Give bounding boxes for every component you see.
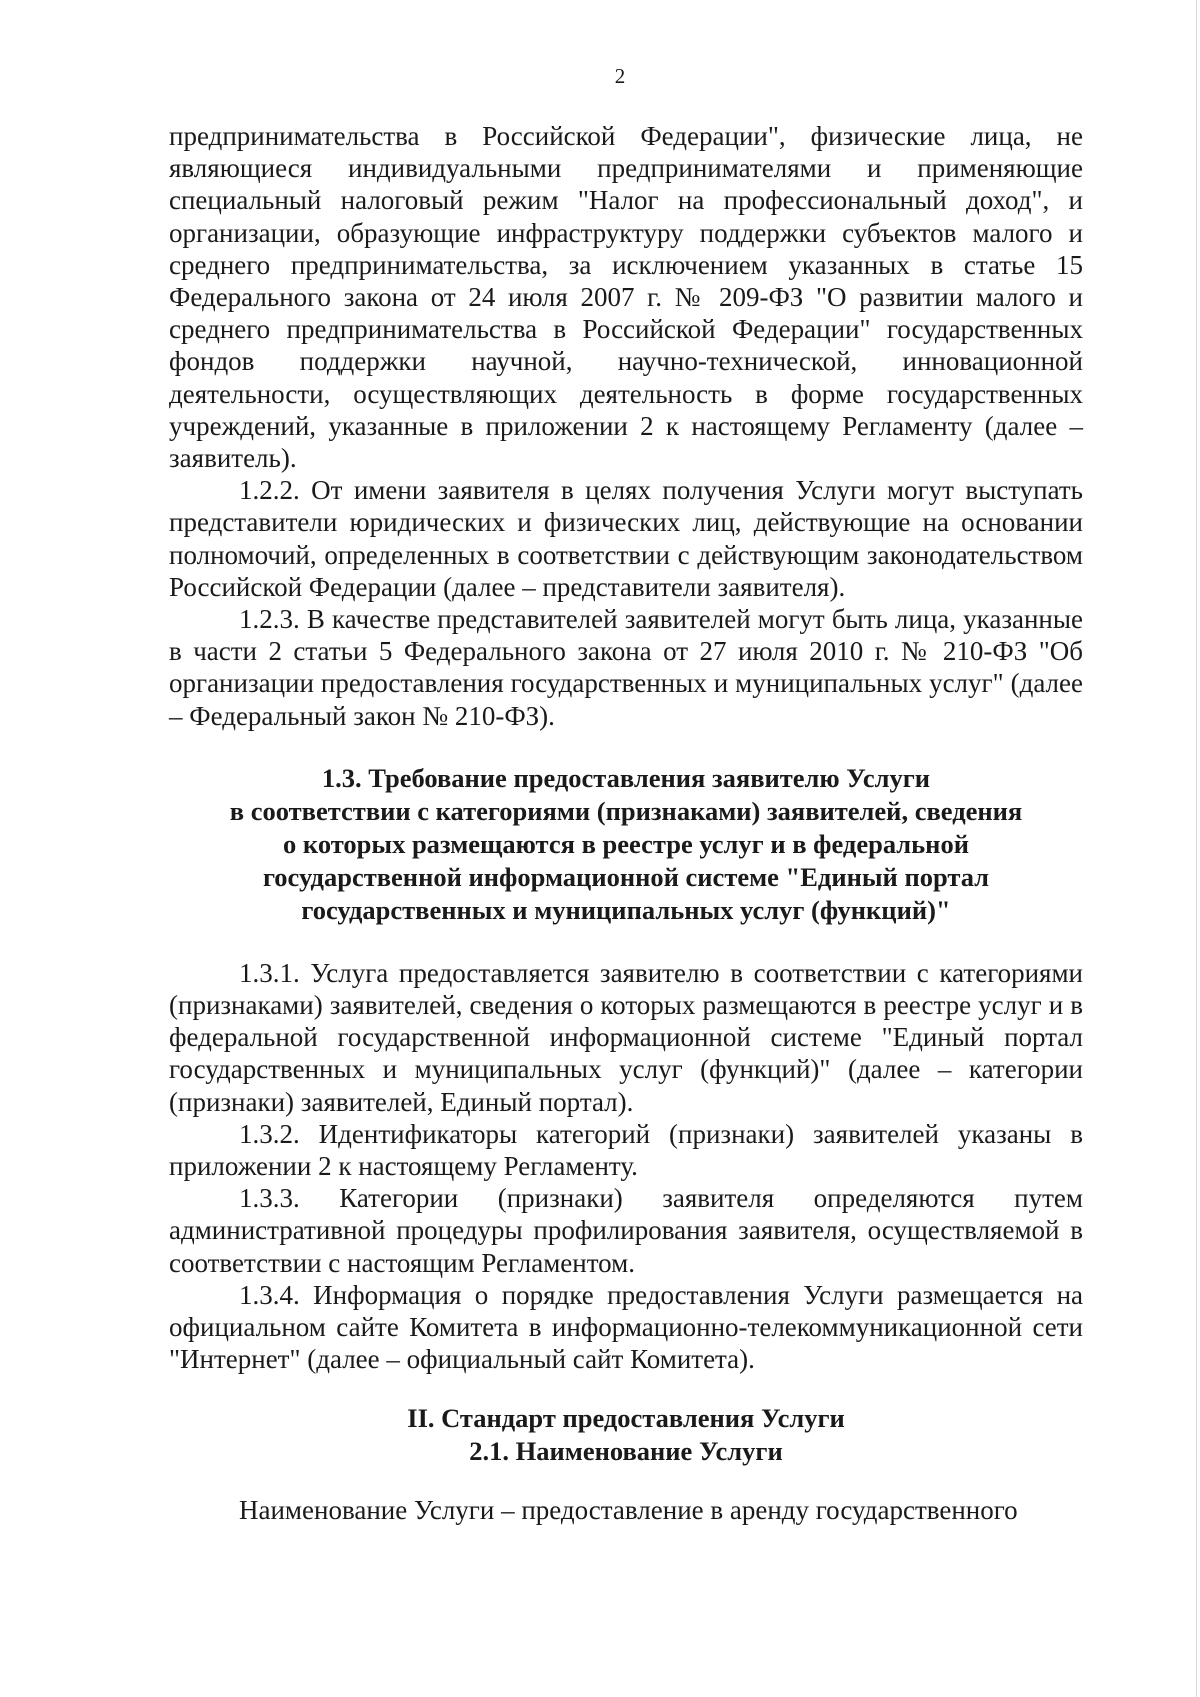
heading-line: в соответствии с категориями (признаками) заявителей, сведения [229, 795, 1023, 826]
paragraph-1-3-3: 1.3.3. Категории (признаки) заявителя определяются путем административной процедуры профилирования заявителя, осуществляемой в соответствии с настоящим Регламентом. [169, 1183, 1083, 1278]
heading-line: о которых размещаются в реестре услуг и в федеральной [283, 828, 969, 859]
heading-line: 1.3. Требование предоставления заявителю Услуги [321, 762, 931, 793]
paragraph-1-2-3: 1.2.3. В качестве представителей заявителей могут быть лица, указанные в части 2 статьи 5 Федерального закона от 27 июля 2010 г. № 210-ФЗ "Об организации предоставления государственных и муниципальных услуг" (далее – Федеральный закон № 210-ФЗ). [169, 604, 1083, 731]
paragraph-1-3-1: 1.3.1. Услуга предоставляется заявителю в соответствии с категориями (признаками) заявителей, сведения о которых размещаются в реестре услуг и в федеральной государственной информационной системе "Единый портал государственных и муниципальных услуг (функций)" (далее – категории (признаки) заявителей, Единый портал). [169, 957, 1083, 1117]
paragraph-1-2-2: 1.2.2. От имени заявителя в целях получения Услуги могут выступать представители юридических и физических лиц, действующие на основании полномочий, определенных в соответствии с действующим законодательством Российской Федерации (далее – представители заявителя). [169, 475, 1083, 602]
page-edge-rule [1196, 0, 1197, 1697]
document-body [169, 120, 1083, 1526]
paragraph-1-3-2: 1.3.2. Идентификаторы категорий (признаки) заявителей указаны в приложении 2 к настоящему Регламенту. [169, 1118, 1083, 1182]
section-heading-2 [169, 1402, 1083, 1468]
heading-line: II. Стандарт предоставления Услуги [407, 1402, 845, 1433]
heading-line: государственных и муниципальных услуг (функций)" [301, 894, 951, 925]
section-heading-1-3 [169, 762, 1083, 927]
heading-line: 2.1. Наименование Услуги [469, 1435, 783, 1466]
heading-line: государственной информационной системе "Единый портал [262, 861, 990, 892]
paragraph-1-3-4: 1.3.4. Информация о порядке предоставления Услуги размещается на официальном сайте Комитета в информационно-телекоммуникационной сети "Интернет" (далее – официальный сайт Комитета). [169, 1279, 1083, 1375]
page-number: 2 [614, 64, 626, 88]
paragraph-continuation: предпринимательства в Российской Федерации", физические лица, не являющиеся индивидуальными предпринимателями и применяющие специальный налоговый режим "Налог на профессиональный доход", и организации, образующие инфраструктуру поддержки субъектов малого и среднего предпринимательства, за исключением указанных в статье 15 Федерального закона от 24 июля 2007 г. № 209-ФЗ "О развитии малого и среднего предпринимательства в Российской Федерации" государственных фондов поддержки научной, научно-технической, инновационной деятельности, осуществляющих деятельность в форме государственных учреждений, указанные в приложении 2 к настоящему Регламенту (далее – заявитель). [169, 121, 1083, 474]
paragraph-service-name: Наименование Услуги – предоставление в аренду государственного [239, 1494, 1018, 1525]
